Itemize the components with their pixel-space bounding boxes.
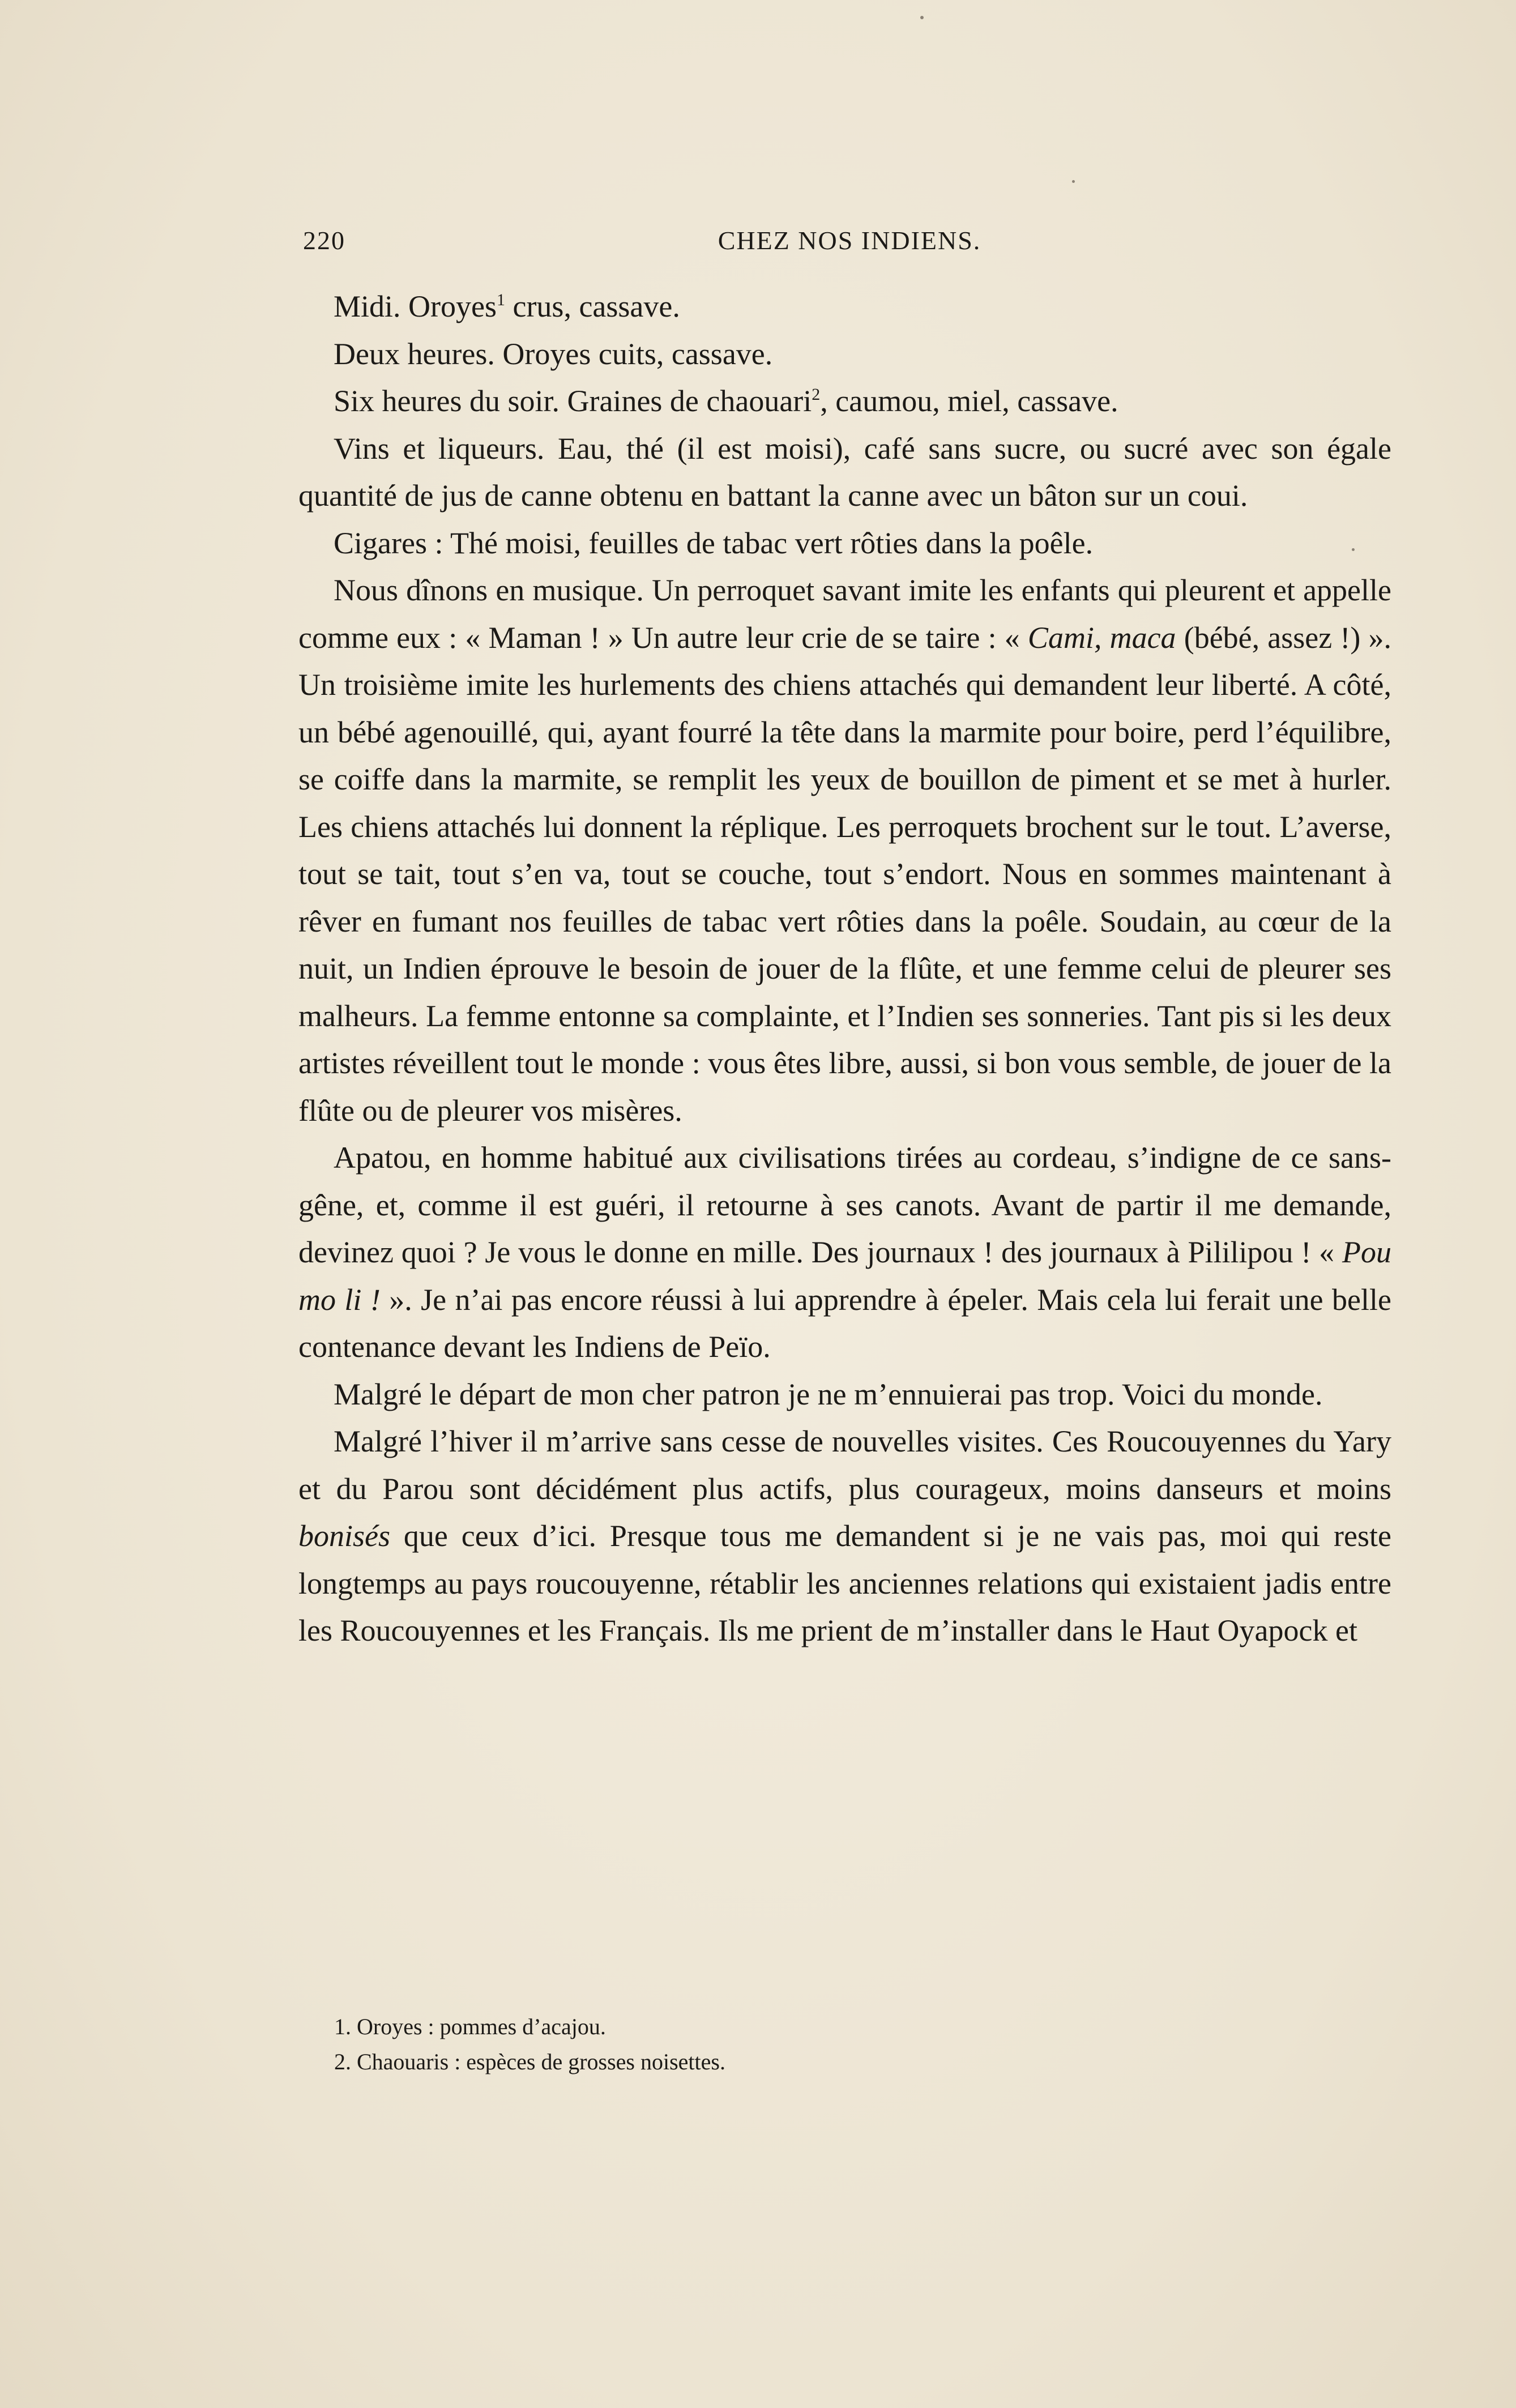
paper-speck: [920, 16, 924, 19]
footnotes: [334, 2009, 1387, 2080]
paragraph-apatou: Apatou, en homme habitué aux civilisations tirées au cordeau, s’indigne de ce sans-gêne, et, comme il est guéri, il retourne à ses canots. Avant de partir il me demande, devinez quoi ? Je vous le donne en mille. Des journaux ! des journaux à Pililipou ! « Pou mo li ! ». Je n’ai pas encore réussi à lui apprendre à épeler. Mais cela lui ferait une belle contenance devant les Indiens de Peïo.: [298, 1141, 1391, 1364]
page-number: 220: [303, 226, 345, 255]
running-title: CHEZ NOS INDIENS.: [718, 226, 981, 255]
paper-speck: [1072, 180, 1075, 183]
menu-midi: Midi. Oroyes$^1$ crus, cassave.: [334, 289, 680, 323]
footnote-2: 2. Chaouaris : espèces de grosses noisettes.: [334, 2049, 725, 2074]
footnote-ref-1[interactable]: 1: [496, 291, 505, 309]
paragraph-depart: Malgré le départ de mon cher patron je ne m’ennuierai pas trop. Voici du monde.: [334, 1377, 1323, 1411]
paragraph-vins: Vins et liqueurs. Eau, thé (il est moisi), café sans sucre, ou sucré avec son égale quantité de jus de canne obtenu en battant la canne avec un bâton sur un coui.: [298, 431, 1391, 513]
paragraph-diner: Nous dînons en musique. Un perroquet savant imite les enfants qui pleurent et appelle comme eux : « Maman ! » Un autre leur crie de se taire : « Cami, maca (bébé, assez !) ». Un troisième imite les hurlements des chiens attachés qui demandent leur liberté. A côté, un bébé agenouillé, qui, ayant fourré la tête dans la marmite pour boire, perd l’équilibre, se coiffe dans la marmite, se remplit les yeux de bouillon de piment et se met à hurler. Les chiens attachés lui donnent la réplique. Les perroquets brochent sur le tout. L’averse, tout se tait, tout s’en va, tout se couche, tout s’endort. Nous en sommes maintenant à rêver en fumant nos feuilles de tabac vert rôties dans la poêle. Soudain, au cœur de la nuit, un Indien éprouve le besoin de jouer de la flûte, et une femme celui de pleurer ses malheurs. La femme entonne sa complainte, et l’Indien ses sonneries. Tant pis si les deux artistes réveillent tout le monde : vous êtes libre, aussi, si bon vous semble, de jouer de la flûte ou de pleurer vos misères.: [298, 573, 1391, 1128]
footnote-1: 1. Oroyes : pommes d’acajou.: [334, 2014, 606, 2039]
footnote-ref-2[interactable]: 2: [812, 385, 821, 404]
paragraph-visites: Malgré l’hiver il m’arrive sans cesse de nouvelles visites. Ces Roucouyennes du Yary et du Parou sont décidément plus actifs, plus courageux, moins danseurs et moins bonisés que ceux d’ici. Presque tous me demandent si je ne vais pas, moi qui reste longtemps au pays roucouyenne, rétablir les anciennes relations qui existaient jadis entre les Roucouyennes et les Français. Ils me prient de m’installer dans le Haut Oyapock et: [298, 1424, 1391, 1647]
paper-speck: [1352, 548, 1355, 551]
menu-deux-heures: Deux heures. Oroyes cuits, cassave.: [334, 336, 773, 371]
body-text: [298, 283, 1391, 1655]
paragraph-cigares: Cigares : Thé moisi, feuilles de tabac vert rôties dans la poêle.: [334, 526, 1094, 560]
page-header: [303, 225, 1396, 259]
menu-six-heures: Six heures du soir. Graines de chaouari$^2$, caumou, miel, cassave.: [334, 384, 1118, 418]
